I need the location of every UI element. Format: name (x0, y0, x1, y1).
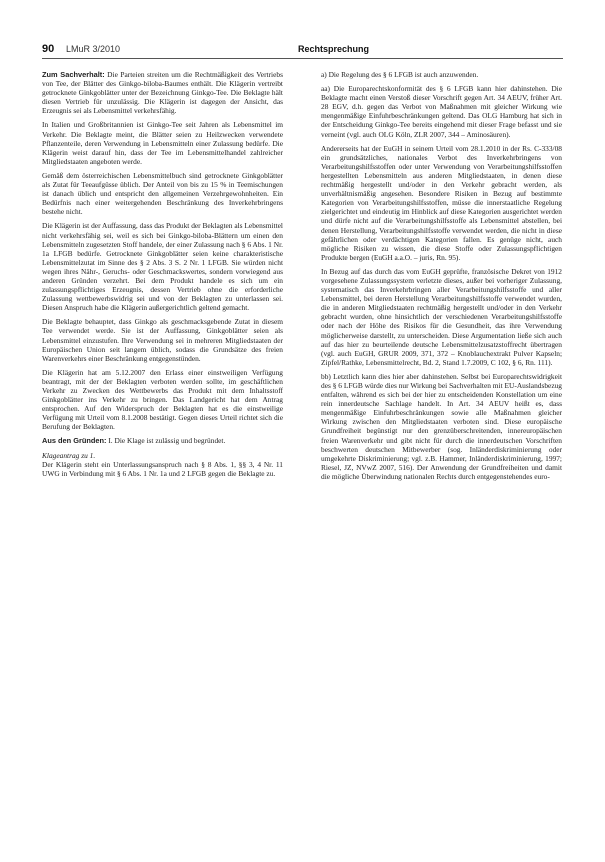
left-column (42, 70, 283, 483)
section-title: Rechtsprechung (298, 44, 370, 54)
paragraph: Zum Sachverhalt: Die Parteien streiten um die Rechtmäßigkeit des Vertriebs von Tee, der Blätter des Ginkgo-biloba-Baumes enthält. Die Klägerin vertreibt getrocknete Ginkgoblätter unter der Bezeichnung Ginkgo-Tee. Die Beklagte hält diesen Vertrieb für unzulässig. Die Klägerin ist dagegen der Ansicht, das Erzeugnis sei als Lebensmittel verkehrsfähig. (42, 70, 283, 116)
journal-issue: LMuR 3/2010 (66, 44, 121, 54)
paragraph: In Bezug auf das durch das vom EuGH geprüfte, französische Dekret von 1912 vorgesehene Zulassungssystem verletzte dieses, außer bei vorheriger Zulassung, systematisch das Inverkehrbringen aller Verarbeitungshilfsstoffe und aller Lebensmittel, bei deren Herstellung Verarbeitungshilfsstoffe verwendet wurden, die in anderen Mitgliedstaaten rechtmäßig hergestellt und/oder in den Verkehr gebracht wurden, ohne hinsichtlich der verschiedenen Verarbeitungshilfsstoffe oder nach der Höhe des Risikos für die Gesundheit, das ihre Verwendung möglicherweise darstellt, zu unterscheiden. Diese Argumentation ließe sich auch auf das hier zu beurteilende deutsche Lebensmittelzusatzstoffrecht übertragen (vgl. auch EuGH, GRUR 2009, 371, 372 – Knoblauchextrakt Pulver Kapseln; Zipfel/Rathke, Lebensmittelrecht, Bd. 2, Stand 1.7.2009, C 102, § 6, Rn. 111). (321, 266, 562, 367)
paragraph: aa) Die Europarechtskonformität des § 6 LFGB kann hier dahinstehen. Die Beklagte macht einen Verstoß dieser Vorschrift gegen Art. 34 AEUV, früher Art. 28 EGV, d.h. gegen das Verbot von Maßnahmen mit gleicher Wirkung wie mengenmäßige Einfuhrbeschränkungen geltend. Das OLG Hamburg hat sich in der Entscheidung Ginkgo-Tee bereits eingehend mit dieser Frage befasst und sie verneint (vgl. auch OLG Köln, ZLR 2007, 344 – Aminosäuren). (321, 84, 562, 139)
paragraph: a) Die Regelung des § 6 LFGB ist auch anzuwenden. (321, 70, 479, 79)
paragraph: bb) Letztlich kann dies hier aber dahinstehen. Selbst bei Europarechtswidrigkeit des § 6 LFGB würde dies nur Wirkung bei Sachverhalten mit EU-Auslandsbezug entfalten, während es sich bei der hier zu entscheidenden Konstellation um eine rein innerdeutsche Sachlage handelt. In Art. 34 AEUV heißt es, dass mengenmäßige Einfuhrbeschränkungen sowie alle Maßnahmen gleicher Wirkung zwischen den Mitgliedstaaten verboten sind. Diese europäische Grundfreiheit begünstigt nur den grenzüberschreitenden, innereuropäischen freien Warenverkehr und gibt nicht für durch die innerdeutschen Vorschriften beschwerten deutschen Mitbewerber (sog. Inländerdiskriminierung oder umgekehrte Diskriminierung; vgl. z.B. Hammer, Inländerdiskriminierung, 1997; Riesel, JZ, NVwZ 2007, 516). Der Anwendung der Grundfreiheiten und damit die mögliche Überwindung nationalen Rechts durch entgegenstehendes euro- (321, 371, 562, 481)
page-header (42, 44, 563, 59)
paragraph: Aus den Gründen: I. Die Klage ist zulässig und begründet. (42, 436, 226, 446)
page-number: 90 (42, 43, 55, 55)
paragraph: Die Klägerin hat am 5.12.2007 den Erlass einer einstweiligen Verfügung beantragt, mit der der Beklagten verboten werden sollte, im geschäftlichen Verkehr zu Zwecken des Wettbewerbs das Produkt mit dem Inhaltsstoff Ginkgoblätter ins Verkehr zu bringen. Das Landgericht hat dem Antrag entsprochen. Auf den Widerspruch der Beklagten hat es die einstweilige Verfügung mit Urteil vom 8.1.2008 bestätigt. Gegen dieses Urteil richtet sich die Berufung der Beklagten. (42, 367, 283, 432)
paragraph: Die Beklagte behauptet, dass Ginkgo als geschmacksgebende Zutat in diesem Tee verwendet werde. Sie ist der Auffassung, Ginkgoblätter seien als Lebensmittel einzustufen. Ihre Verwendung sei in mehreren Mitgliedstaaten der Europäischen Union seit langem üblich, sodass die Grundsätze des freien Warenverkehrs einer Beschränkung entgegenstünden. (42, 317, 283, 363)
paragraph: In Italien und Großbritannien ist Ginkgo-Tee seit Jahren als Lebensmittel im Verkehr. Die Beklagte meint, die Blätter seien zu Heilzwecken verwendete Pflanzenteile, deren Verwendung in Lebensmitteln einer Zulassung bedürfe. Die Klägerin weist darauf hin, dass der Tee im Lebensmittelhandel zahlreicher Mitgliedstaaten angeboten werde. (42, 120, 283, 166)
paragraph: Gemäß dem österreichischen Lebensmittelbuch sind getrocknete Ginkgoblätter als Zutat für Teeaufgüsse üblich. Der Anteil von bis zu 15 % in Teemischungen ist danach üblich und entspricht den allgemeinen Verzehrgewohnheiten. Ein Bedürfnis nach einer weitergehenden Beschränkung des Inverkehrbringens bestehe nicht. (42, 170, 283, 217)
right-column (321, 70, 562, 486)
paragraph: Andererseits hat der EuGH in seinem Urteil vom 28.1.2010 in der Rs. C-333/08 ein grundsätzliches, nationales Verbot des Inverkehrbringens von Verarbeitungshilfsstoffen oder unter Verwendung von Verarbeitungshilfsstoffen hergestellten Lebensmitteln aus anderen Mitgliedstaaten, in denen diese rechtmäßig hergestellt und/oder in den Verkehr gebracht werden, als unverhältnismäßig angesehen. Besondere Risiken in Bezug auf bestimmte Kategorien von Verarbeitungshilfsstoffen, müsse die innerstaatliche Regelung zielgerichtet und eindeutig im Hinblick auf diese Kategorien ausgerichtet werden und dürfe nicht auf die Verarbeitungshilfsstoffe als Lebensmittel abstellen, bei denen Herstellung, Verarbeitungshilfsstoffe verwendet werden, die nicht in diese gefährlichen oder verdächtigen Kategorien fallen. Es genüge nicht, auch mögliche Risiken zu wissen, die diese Stoffe oder Zulassungspflichtigen Produkte bergen (EuGH a.a.O. – juris, Rn. 95). (321, 143, 562, 262)
paragraph: Klageantrag zu 1. Der Klägerin steht ein Unterlassungsanspruch nach § 8 Abs. 1, §§ 3, 4 Nr. 11 UWG in Verbindung mit § 6 Abs. 1 Nr. 1a und 2 LFGB gegen die Beklagte zu. (42, 450, 283, 478)
paragraph: Die Klägerin ist der Auffassung, dass das Produkt der Beklagten als Lebensmittel nicht verkehrsfähig sei, weil es sich bei Ginkgo-biloba-Blättern um einen den Lebensmitteln zugesetzten Stoff handele, der einer Zulassung nach § 6 Abs. 1 Nr. 1a LFGB bedürfe. Getrocknete Ginkgoblätter seien keine charakteristische Lebensmittelzutat im Sinne des § 2 Abs. 3 S. 2 Nr. 1 LFGB. Sie würden nicht wegen ihres Nähr-, Geruchs- oder Geschmackswertes, sondern vorwiegend aus anderen Gründen verzehrt. Bei dem Produkt handele es sich um ein zulassungspflichtiges Erzeugnis, dessen Vertrieb ohne die erforderliche Zulassung wettbewerbswidrig sei und von der Beklagten zu unterlassen sei. Diesen Anspruch habe die Klägerin außergerichtlich geltend gemacht. (42, 221, 283, 313)
